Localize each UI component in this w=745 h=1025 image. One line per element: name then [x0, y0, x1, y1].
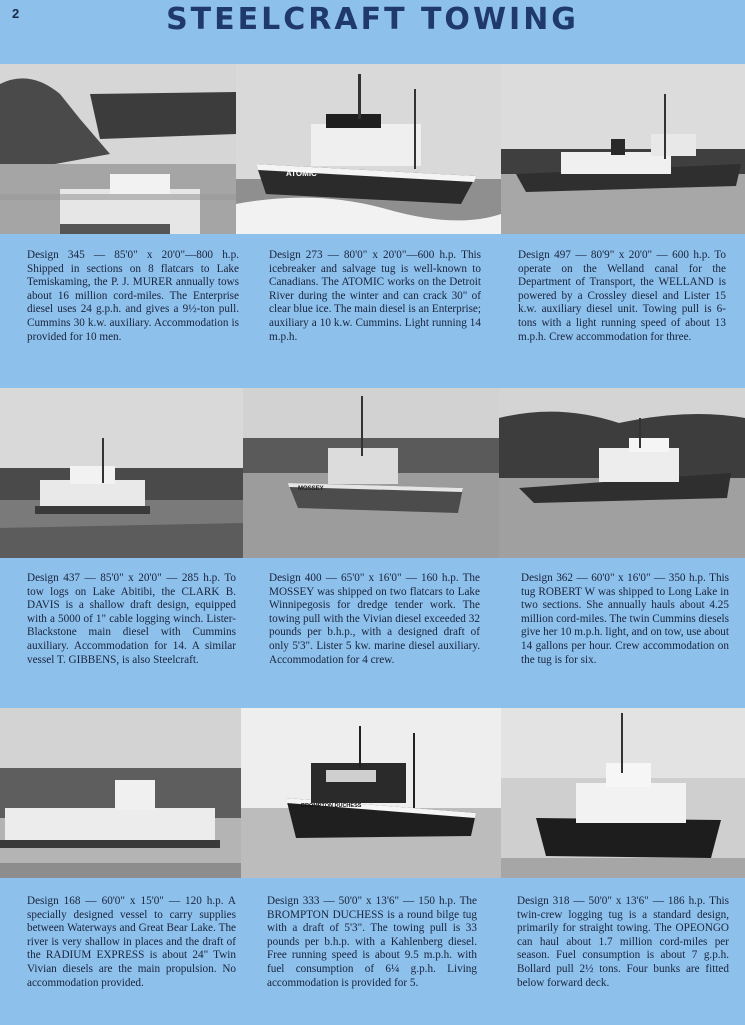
page-number: 2 — [12, 6, 20, 21]
tug-photo-clark-b-davis — [0, 388, 243, 558]
tug-photo-mossey — [243, 388, 499, 558]
caption-design-318: Design 318 — 50'0" x 13'6" — 186 h.p. This twin-crew logging tug is a standard design, primarily for straight towing. The OPEONGO can haul about 1.7 million cord-miles per season. Fuel consumption is about 7 g.p.h. Bollard pull 2½ tons. Four bunks are fitted below forward deck. — [517, 895, 729, 989]
tug-photo-radium-express — [0, 708, 241, 878]
hull-name-mossey: MOSSEY — [298, 486, 324, 492]
tug-photo-murer — [0, 64, 236, 234]
tug-photo-welland — [501, 64, 745, 234]
hull-name-brompton-duchess: BROMPTON DUCHESS — [301, 803, 362, 809]
caption-design-362: Design 362 — 60'0" x 16'0" — 350 h.p. This tug ROBERT W was shipped to Long Lake in two sections. She annually hauls about 4.25 million cord-miles. The twin Cummins diesels give her 10 m.p.h. light, and on tow, use about 14 gallons per hour. Crew accommodation on the tug is for six. — [521, 572, 729, 666]
tug-photo-brompton-duchess — [241, 708, 501, 878]
tug-photo-robert-w — [499, 388, 745, 558]
page-title: STEELCRAFT TOWING — [166, 2, 579, 37]
hull-name-atomic: ATOMIC — [286, 169, 317, 178]
caption-design-333: Design 333 — 50'0" x 13'6" — 150 h.p. The BROMPTON DUCHESS is a round bilge tug with a draft of 5'3". The towing pull is 33 pounds per b.h.p. with a Kahlenberg diesel. Free running speed is about 9.5 m.p.h. with fuel consumption of 6¼ g.p.h. Living accommodation is provided for 5. — [267, 895, 477, 989]
caption-design-345: Design 345 — 85'0" x 20'0"—800 h.p. Shipped in sections on 8 flatcars to Lake Temiskaming, the P. J. MURER annually tows about 16 million cord-miles. The Enterprise diesel uses 24 g.p.h. and gives a 9½-ton pull. Cummins 30 k.w. auxiliary. Accommodation is provided for 10 men. — [27, 249, 239, 343]
caption-design-497: Design 497 — 80'9" x 20'0" — 600 h.p. To operate on the Welland canal for the Department of Transport, the WELLAND is powered by a Crossley diesel and Lister 15 k.w. auxiliary diesel unit. Towing pull is 6-tons with a light running speed of about 13 m.p.h. Crew accommodation for three. — [518, 249, 726, 343]
caption-design-168: Design 168 — 60'0" x 15'0" — 120 h.p. A specially designed vessel to carry supplies between Waterways and Great Bear Lake. The river is very shallow in places and the draft of the RADIUM EXPRESS is about 24" Twin Vivian diesels are the main propulsion. No accommodation provided. — [27, 895, 236, 989]
caption-design-273: Design 273 — 80'0" x 20'0"—600 h.p. This icebreaker and salvage tug is well-known to Canadians. The ATOMIC works on the Detroit River during the winter and can crack 30" of clear blue ice. The main diesel is an Enterprise; auxiliary a 10 k.w. Cummins. Light running 14 m.p.h. — [269, 249, 481, 343]
tug-photo-opeongo — [501, 708, 745, 878]
caption-design-437: Design 437 — 85'0" x 20'0" — 285 h.p. To tow logs on Lake Abitibi, the CLARK B. DAVIS is a shallow draft design, equipped with a 5000 of 1" cable logging winch. Lister-Blackstone main diesel with Cummins auxiliary. Accommodation for 14. A similar vessel T. GIBBENS, is also Steelcraft. — [27, 572, 236, 666]
tug-photo-atomic — [236, 64, 501, 234]
caption-design-400: Design 400 — 65'0" x 16'0" — 160 h.p. The MOSSEY was shipped on two flatcars to Lake Winnipegosis for dredge tender work. The towing pull with the Vivian diesel exceeded 32 pounds per b.h.p., with a designed draft of only 5'3". Lister 5 kw. marine diesel auxiliary. Accommodation for 4 crew. — [269, 572, 480, 666]
